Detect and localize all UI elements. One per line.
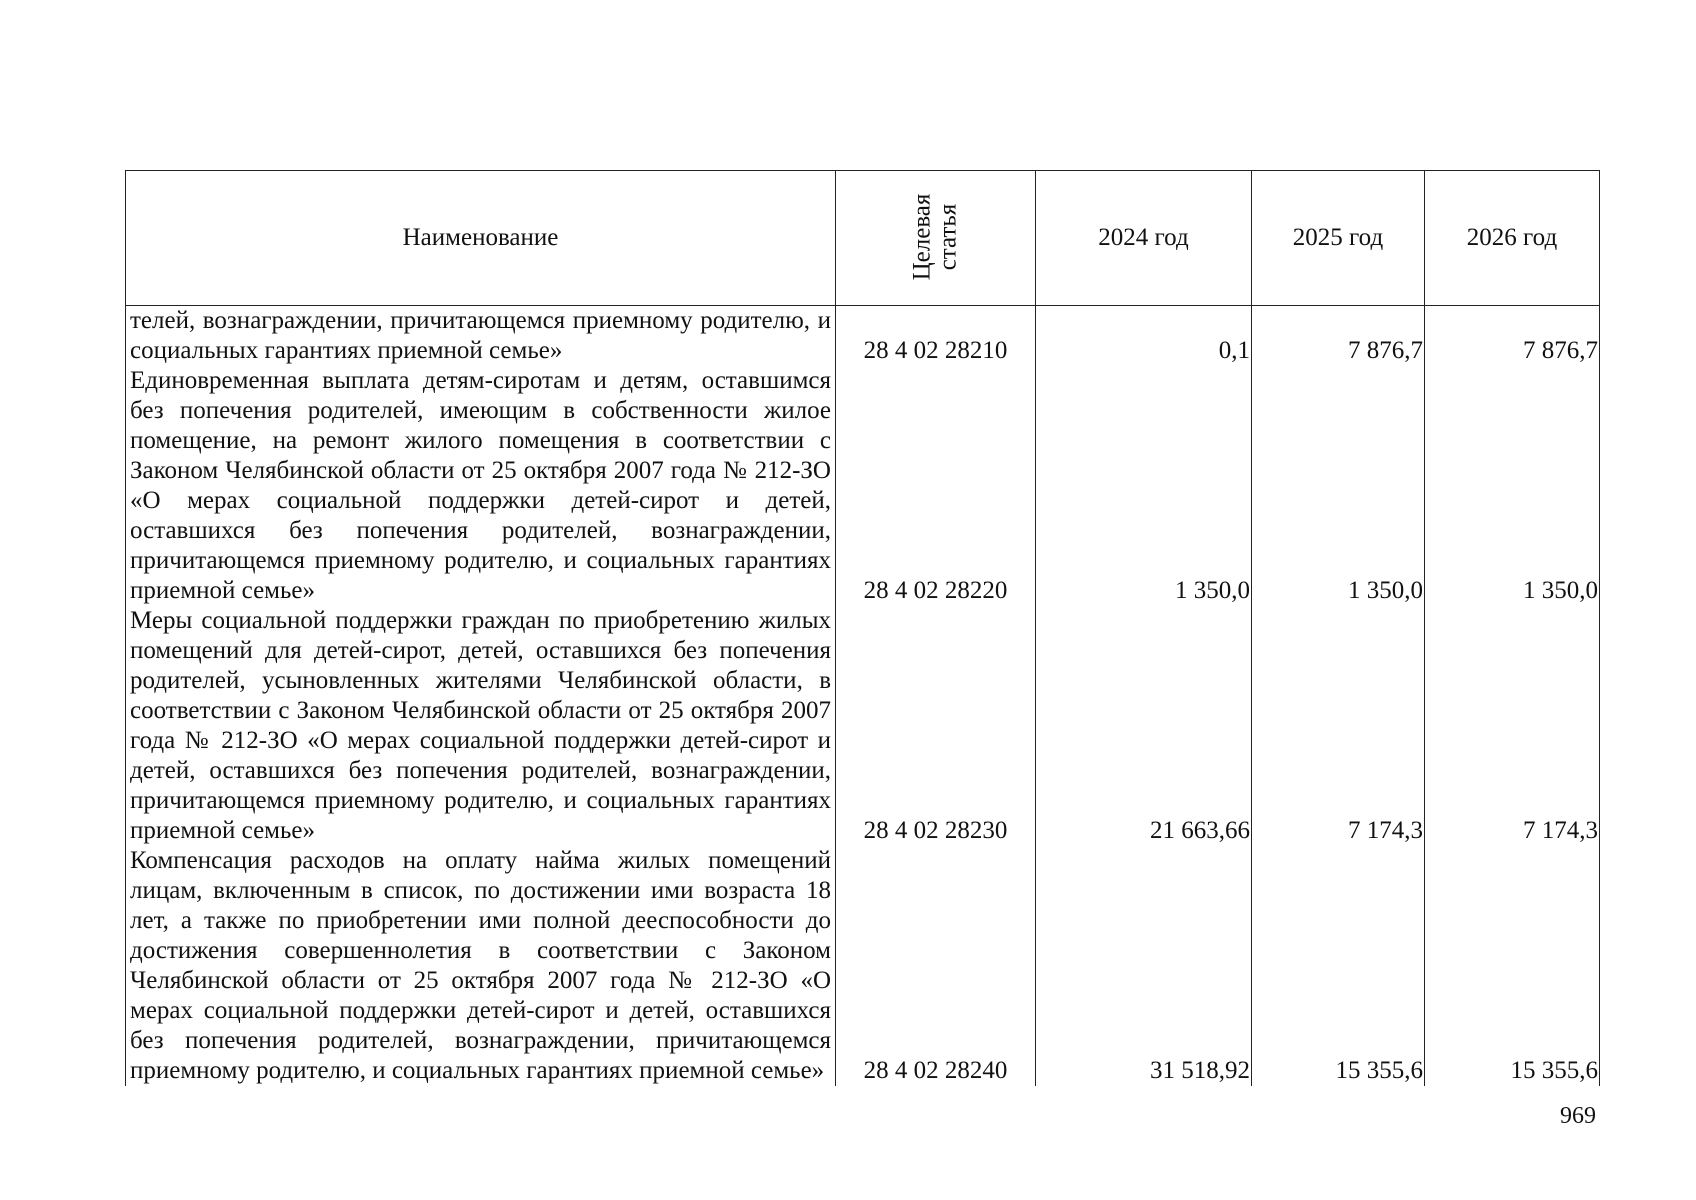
row-code: 28 4 02 28210 xyxy=(836,306,1036,367)
table-body xyxy=(126,306,1600,1087)
row-2024: 1 350,0 xyxy=(1036,366,1252,606)
budget-table xyxy=(125,170,1600,1086)
row-2024: 31 518,92 xyxy=(1036,846,1252,1086)
row-2026: 7 876,7 xyxy=(1425,306,1600,367)
row-name: Меры социальной поддержки граждан по приобретению жилых помещений для детей-сирот, детей, оставшихся без попечения родителей, усыновленных жителями Челябинской области, в соответствии с Законом Челябинской области от 25 октября 2007 года № 212-ЗО «О мерах социальной поддержки детей-сирот и детей, оставшихся без попечения родителей, вознаграждении, причитающемся приемному родителю, и социальных гарантиях приемной семье» xyxy=(126,606,836,846)
header-2025: 2025 год xyxy=(1252,171,1425,306)
table-header xyxy=(126,171,1600,306)
row-2026: 7 174,3 xyxy=(1425,606,1600,846)
row-2025: 7 174,3 xyxy=(1252,606,1425,846)
row-name: Единовременная выплата детям-сиротам и детям, оставшимся без попечения родителей, имеющим в собственности жилое помещение, на ремонт жилого помещения в соответствии с Законом Челябинской области от 25 октября 2007 года № 212-ЗО «О мерах социальной поддержки детей-сирот и детей, оставшихся без попечения родителей, вознаграждении, причитающемся приемному родителю, и социальных гарантиях приемной семье» xyxy=(126,366,836,606)
row-code: 28 4 02 28220 xyxy=(836,366,1036,606)
row-2025: 15 355,6 xyxy=(1252,846,1425,1086)
row-code: 28 4 02 28240 xyxy=(836,846,1036,1086)
header-target-article-label: Целевая статья xyxy=(908,193,962,281)
row-2025: 7 876,7 xyxy=(1252,306,1425,367)
header-name: Наименование xyxy=(126,171,836,306)
table-row xyxy=(126,366,1600,606)
row-name: телей, вознаграждении, причитающемся приемному родителю, и социальных гарантиях приемной семье» xyxy=(126,306,836,367)
row-2025: 1 350,0 xyxy=(1252,366,1425,606)
row-name: Компенсация расходов на оплату найма жилых помещений лицам, включенным в список, по достижении ими возраста 18 лет, а также по приобретении ими полной дееспособности до достижения совершеннолетия в соответствии с Законом Челябинской области от 25 октября 2007 года № 212-ЗО «О мерах социальной поддержки детей-сирот и детей, оставшихся без попечения родителей, вознаграждении, причитающемся приемному родителю, и социальных гарантиях приемной семье» xyxy=(126,846,836,1086)
row-code: 28 4 02 28230 xyxy=(836,606,1036,846)
header-2026: 2026 год xyxy=(1425,171,1600,306)
row-2026: 15 355,6 xyxy=(1425,846,1600,1086)
page-number: 969 xyxy=(1560,1103,1596,1129)
row-2024: 21 663,66 xyxy=(1036,606,1252,846)
table-row xyxy=(126,306,1600,367)
header-2024: 2024 год xyxy=(1036,171,1252,306)
header-target-article xyxy=(836,171,1036,306)
table-row xyxy=(126,606,1600,846)
row-2024: 0,1 xyxy=(1036,306,1252,367)
row-2026: 1 350,0 xyxy=(1425,366,1600,606)
table-row xyxy=(126,846,1600,1086)
